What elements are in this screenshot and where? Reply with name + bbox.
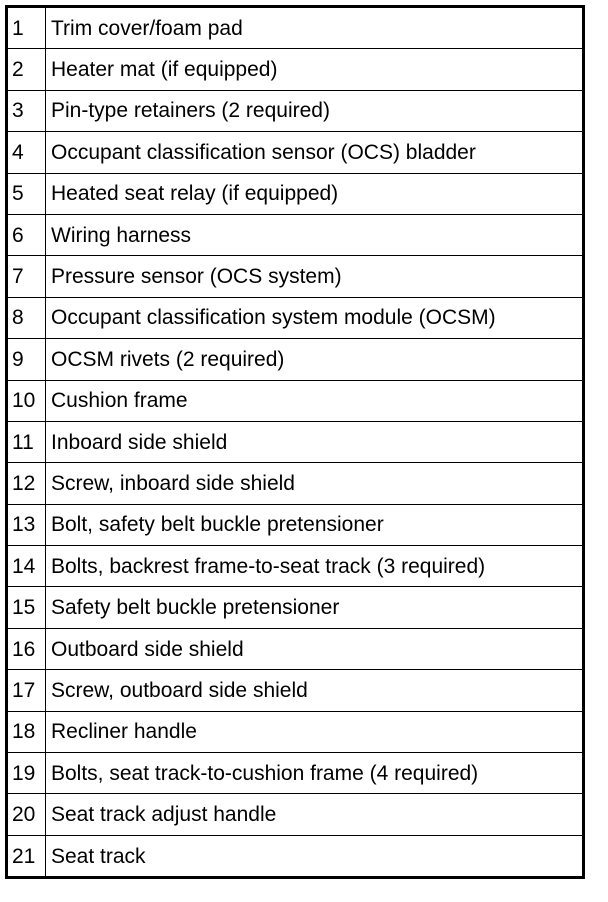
item-number: 13 — [7, 504, 46, 545]
item-description: Trim cover/foam pad — [46, 7, 584, 49]
item-number: 19 — [7, 753, 46, 794]
table-row — [7, 297, 584, 338]
item-description: Screw, inboard side shield — [46, 463, 584, 504]
table-row — [7, 587, 584, 628]
item-description: Heated seat relay (if equipped) — [46, 173, 584, 214]
table-row — [7, 546, 584, 587]
item-description: Seat track — [46, 835, 584, 877]
item-number: 21 — [7, 835, 46, 877]
table-row — [7, 132, 584, 173]
item-number: 10 — [7, 380, 46, 421]
parts-legend-table — [5, 5, 585, 879]
item-number: 6 — [7, 214, 46, 255]
item-number: 9 — [7, 339, 46, 380]
item-number: 2 — [7, 49, 46, 90]
table-row — [7, 835, 584, 877]
table-row — [7, 463, 584, 504]
item-description: Bolt, safety belt buckle pretensioner — [46, 504, 584, 545]
table-row — [7, 7, 584, 49]
item-number: 12 — [7, 463, 46, 504]
table-row — [7, 380, 584, 421]
table-row — [7, 49, 584, 90]
table-row — [7, 214, 584, 255]
item-description: OCSM rivets (2 required) — [46, 339, 584, 380]
item-number: 5 — [7, 173, 46, 214]
item-description: Inboard side shield — [46, 421, 584, 462]
item-number: 14 — [7, 546, 46, 587]
item-description: Occupant classification sensor (OCS) bladder — [46, 132, 584, 173]
item-number: 16 — [7, 628, 46, 669]
item-number: 15 — [7, 587, 46, 628]
table-row — [7, 90, 584, 131]
item-description: Occupant classification system module (OCSM) — [46, 297, 584, 338]
parts-legend-body — [7, 7, 584, 878]
item-description: Bolts, backrest frame-to-seat track (3 required) — [46, 546, 584, 587]
table-row — [7, 794, 584, 835]
table-row — [7, 421, 584, 462]
item-description: Seat track adjust handle — [46, 794, 584, 835]
item-number: 4 — [7, 132, 46, 173]
item-description: Wiring harness — [46, 214, 584, 255]
item-description: Pin-type retainers (2 required) — [46, 90, 584, 131]
table-row — [7, 504, 584, 545]
item-number: 3 — [7, 90, 46, 131]
item-description: Heater mat (if equipped) — [46, 49, 584, 90]
item-description: Safety belt buckle pretensioner — [46, 587, 584, 628]
item-number: 20 — [7, 794, 46, 835]
item-description: Pressure sensor (OCS system) — [46, 256, 584, 297]
item-description: Bolts, seat track-to-cushion frame (4 required) — [46, 753, 584, 794]
item-description: Screw, outboard side shield — [46, 670, 584, 711]
item-description: Cushion frame — [46, 380, 584, 421]
table-row — [7, 670, 584, 711]
item-number: 7 — [7, 256, 46, 297]
table-row — [7, 628, 584, 669]
table-row — [7, 753, 584, 794]
table-row — [7, 711, 584, 752]
item-number: 8 — [7, 297, 46, 338]
item-description: Outboard side shield — [46, 628, 584, 669]
table-row — [7, 256, 584, 297]
table-row — [7, 339, 584, 380]
item-number: 1 — [7, 7, 46, 49]
item-number: 17 — [7, 670, 46, 711]
table-row — [7, 173, 584, 214]
item-number: 18 — [7, 711, 46, 752]
item-description: Recliner handle — [46, 711, 584, 752]
item-number: 11 — [7, 421, 46, 462]
legend-container — [5, 5, 585, 879]
